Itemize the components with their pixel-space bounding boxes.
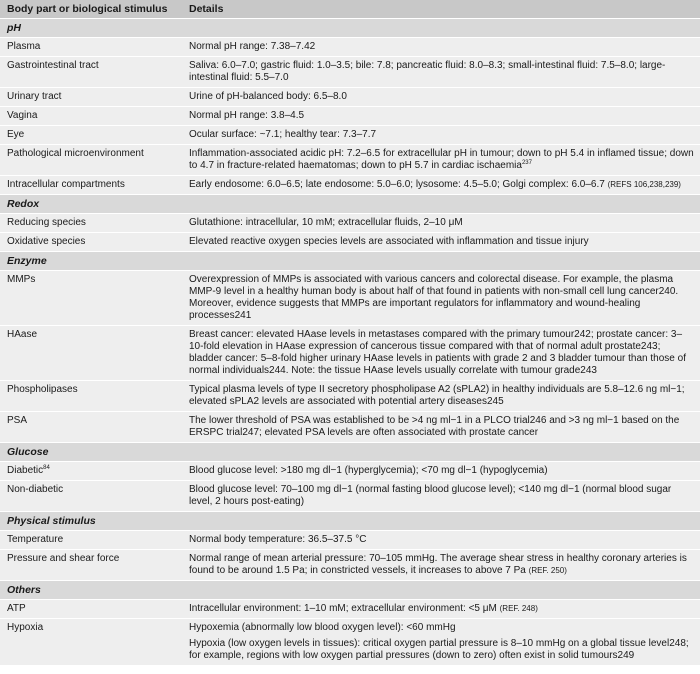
table-row — [0, 57, 700, 88]
row-name: Plasma — [0, 38, 182, 57]
row-name: Vagina — [0, 107, 182, 126]
table-row — [0, 88, 700, 107]
section-row-enzyme — [0, 252, 700, 271]
table-row — [0, 38, 700, 57]
row-details — [182, 600, 700, 619]
table-row — [0, 271, 700, 326]
row-details: The lower threshold of PSA was established to be >4 ng ml−1 in a PLCO trial246 and >3 ng ml−1 based on the ERSPC trial247; elevated PSA levels are often associated with prostate cancer — [182, 412, 700, 443]
row-details — [182, 176, 700, 195]
row-name — [0, 462, 182, 481]
table-row — [0, 233, 700, 252]
details-text: Hypoxemia (abnormally low blood oxygen level): <60 mmHg — [189, 622, 456, 633]
header-body-part: Body part or biological stimulus — [0, 0, 182, 19]
row-name: HAase — [0, 326, 182, 381]
reference-superscript: 84 — [43, 465, 50, 471]
row-details: Overexpression of MMPs is associated with various cancers and colorectal disease. For example, the plasma MMP-9 level in a healthy human body is about half of that found in patients with non-small cell lung cancer240. Moreover, evidence suggests that MMPs are important regulators for inflammatory and wound-healing processes241 — [182, 271, 700, 326]
section-row-physical-stimulus — [0, 512, 700, 531]
section-title: pH — [0, 19, 700, 38]
section-title: Glucose — [0, 443, 700, 462]
section-row-redox — [0, 195, 700, 214]
table-row — [0, 619, 700, 666]
row-details — [182, 550, 700, 581]
section-title: Others — [0, 581, 700, 600]
row-details: Saliva: 6.0–7.0; gastric fluid: 1.0–3.5; bile: 7.8; pancreatic fluid: 8.0–8.3; small-intestinal fluid: 7.5–8.0; large-intestinal fluid: 5.5–7.0 — [182, 57, 700, 88]
details-text: Intracellular environment: 1–10 mM; extracellular environment: <5 μM — [189, 603, 497, 614]
row-name: Hypoxia — [0, 619, 182, 666]
row-details — [182, 619, 700, 666]
details-text: Early endosome: 6.0–6.5; late endosome: 5.0–6.0; lysosome: 4.5–5.0; Golgi complex: 6.0–6.7 — [189, 179, 605, 190]
details-text: Inflammation-associated acidic pH: 7.2–6.5 for extracellular pH in tumour; down to pH 5.4 in inflamed tissue; down to 4.7 in fracture-related haematomas; down to pH 5.7 in cardiac ischaemia — [189, 148, 694, 171]
row-name: Phospholipases — [0, 381, 182, 412]
table-row — [0, 600, 700, 619]
table-row — [0, 462, 700, 481]
reference-note: (REF. 248) — [499, 604, 538, 613]
section-row-ph — [0, 19, 700, 38]
row-details: Elevated reactive oxygen species levels are associated with inflammation and tissue injury — [182, 233, 700, 252]
reference-note: (REF. 250) — [528, 566, 567, 575]
row-name: Gastrointestinal tract — [0, 57, 182, 88]
row-details: Breast cancer: elevated HAase levels in metastases compared with the primary tumour242; prostate cancer: 3–10-fold elevation in HAase expression of cancerous tissue compared with that of normal adult prostate243; bladder cancer: 5–8-fold higher urinary HAase levels in patients with grade 2 and 3 bladder tumour than those of normal individuals244. Note: the tissue HAase levels usually correlate with tumour grade243 — [182, 326, 700, 381]
row-name: MMPs — [0, 271, 182, 326]
reference-superscript: 237 — [521, 160, 532, 166]
reference-note: (REFS 106,238,239) — [607, 180, 681, 189]
row-name-text: Diabetic — [7, 465, 44, 476]
row-details: Ocular surface: ~7.1; healthy tear: 7.3–7.7 — [182, 126, 700, 145]
row-name: Oxidative species — [0, 233, 182, 252]
header-details: Details — [182, 0, 700, 19]
row-name: Eye — [0, 126, 182, 145]
row-name: Intracellular compartments — [0, 176, 182, 195]
row-name: Reducing species — [0, 214, 182, 233]
table-row — [0, 531, 700, 550]
row-details: Normal pH range: 3.8–4.5 — [182, 107, 700, 126]
row-details: Typical plasma levels of type II secretory phospholipase A2 (sPLA2) in healthy individuals are 5.8–12.6 ng ml−1; elevated sPLA2 levels are associated with potential artery diseases245 — [182, 381, 700, 412]
section-title: Enzyme — [0, 252, 700, 271]
details-text: Normal range of mean arterial pressure: 70–105 mmHg. The average shear stress in healthy coronary arteries is found to be around 1.5 Pa; in constricted vessels, it increases to above 7 Pa — [189, 553, 687, 576]
table-row — [0, 126, 700, 145]
table-row — [0, 381, 700, 412]
row-name: ATP — [0, 600, 182, 619]
row-details: Glutathione: intracellular, 10 mM; extracellular fluids, 2–10 μM — [182, 214, 700, 233]
row-details: Urine of pH-balanced body: 6.5–8.0 — [182, 88, 700, 107]
row-details: Normal body temperature: 36.5–37.5 °C — [182, 531, 700, 550]
table-row — [0, 145, 700, 176]
row-name: PSA — [0, 412, 182, 443]
table-row — [0, 214, 700, 233]
row-name: Pressure and shear force — [0, 550, 182, 581]
table-row — [0, 550, 700, 581]
row-details — [182, 145, 700, 176]
table-row — [0, 176, 700, 195]
section-row-glucose — [0, 443, 700, 462]
row-name: Non-diabetic — [0, 481, 182, 512]
table-row — [0, 107, 700, 126]
section-title: Physical stimulus — [0, 512, 700, 531]
row-name: Urinary tract — [0, 88, 182, 107]
row-name: Pathological microenvironment — [0, 145, 182, 176]
table-row — [0, 481, 700, 512]
row-details: Blood glucose level: 70–100 mg dl−1 (normal fasting blood glucose level); <140 mg dl−1 (normal blood sugar level, 2 hours post-eating) — [182, 481, 700, 512]
row-name: Temperature — [0, 531, 182, 550]
row-details: Blood glucose level: >180 mg dl−1 (hyperglycemia); <70 mg dl−1 (hypoglycemia) — [182, 462, 700, 481]
table-row — [0, 412, 700, 443]
table-row — [0, 326, 700, 381]
section-title: Redox — [0, 195, 700, 214]
section-row-others — [0, 581, 700, 600]
table-header-row — [0, 0, 700, 19]
row-details: Normal pH range: 7.38–7.42 — [182, 38, 700, 57]
details-text-2: Hypoxia (low oxygen levels in tissues): critical oxygen partial pressure is 8–10 mmHg on a global tissue level248; for example, regions with low oxygen partial pressures (down to zero) often exist in solid tumours249 — [189, 638, 689, 661]
